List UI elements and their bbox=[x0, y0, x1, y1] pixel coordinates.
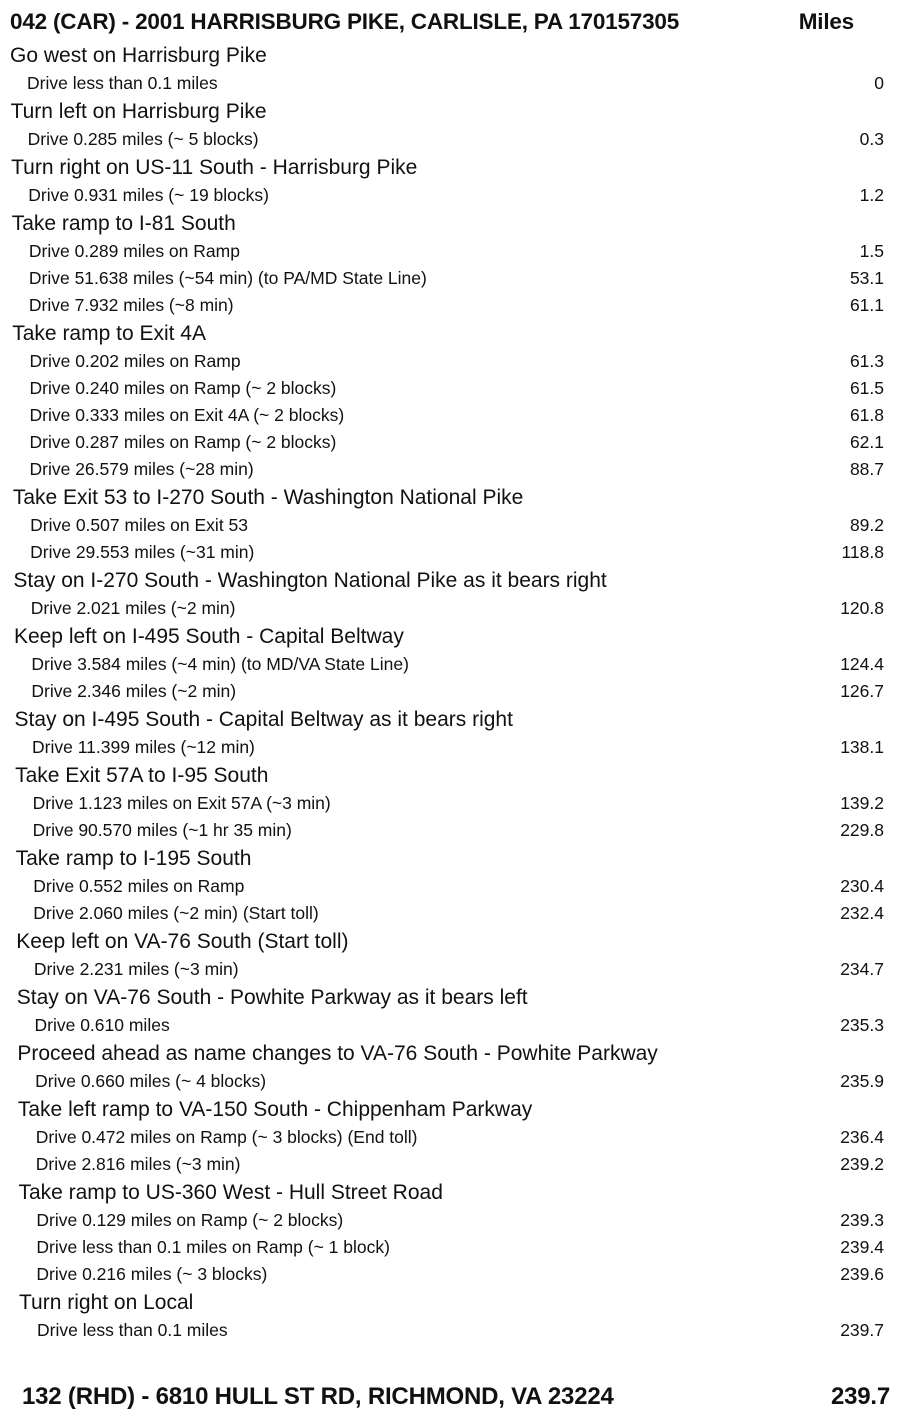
cumulative-miles: 0.3 bbox=[859, 129, 884, 149]
direction-step bbox=[0, 483, 906, 566]
step-instruction: Stay on I-495 South - Capital Beltway as it bears right bbox=[14, 708, 513, 731]
drive-text: Drive less than 0.1 miles on Ramp (~ 1 block) bbox=[36, 1237, 390, 1257]
drive-row bbox=[0, 292, 906, 319]
drive-row bbox=[0, 265, 906, 292]
drive-text: Drive 51.638 miles (~54 min) (to PA/MD State Line) bbox=[28, 268, 427, 288]
drive-text: Drive 0.333 miles on Exit 4A (~ 2 blocks) bbox=[29, 405, 345, 425]
drive-text: Drive 0.287 miles on Ramp (~ 2 blocks) bbox=[29, 432, 337, 452]
route-footer bbox=[22, 1379, 890, 1415]
step-instruction: Turn right on US-11 South - Harrisburg Pike bbox=[11, 156, 418, 179]
drive-row bbox=[0, 126, 906, 153]
drive-text: Drive 2.346 miles (~2 min) bbox=[31, 681, 237, 701]
direction-step bbox=[0, 705, 906, 761]
drive-text: Drive 0.552 miles on Ramp bbox=[33, 876, 245, 896]
origin-address: 042 (CAR) - 2001 HARRISBURG PIKE, CARLISLE, PA 170157305 bbox=[10, 9, 680, 34]
direction-step bbox=[0, 153, 906, 209]
drive-row bbox=[0, 402, 906, 429]
drive-row bbox=[0, 734, 906, 761]
direction-step bbox=[0, 97, 906, 153]
direction-step bbox=[0, 1039, 906, 1095]
cumulative-miles: 139.2 bbox=[840, 793, 884, 813]
drive-row bbox=[0, 651, 906, 678]
drive-text: Drive 0.507 miles on Exit 53 bbox=[30, 515, 249, 535]
drive-text: Drive less than 0.1 miles bbox=[27, 73, 218, 93]
step-instruction: Take Exit 53 to I-270 South - Washington National Pike bbox=[12, 486, 524, 509]
drive-text: Drive 0.202 miles on Ramp bbox=[29, 351, 241, 371]
cumulative-miles: 61.5 bbox=[849, 378, 884, 398]
drive-text: Drive 1.123 miles on Exit 57A (~3 min) bbox=[32, 793, 331, 813]
direction-step bbox=[0, 761, 906, 844]
cumulative-miles: 230.4 bbox=[840, 876, 884, 896]
direction-step bbox=[0, 566, 906, 622]
drive-row bbox=[0, 956, 906, 983]
cumulative-miles: 53.1 bbox=[849, 268, 884, 288]
cumulative-miles: 239.6 bbox=[840, 1264, 884, 1284]
step-instruction: Stay on VA-76 South - Powhite Parkway as it bears left bbox=[16, 986, 528, 1009]
drive-row bbox=[0, 1234, 906, 1261]
drive-text: Drive 2.231 miles (~3 min) bbox=[33, 959, 239, 979]
drive-row bbox=[0, 1151, 906, 1178]
drive-row bbox=[0, 1317, 906, 1344]
direction-step bbox=[0, 1288, 906, 1344]
step-instruction: Go west on Harrisburg Pike bbox=[10, 44, 267, 67]
drive-row bbox=[0, 238, 906, 265]
drive-row bbox=[0, 1068, 906, 1095]
direction-step bbox=[0, 622, 906, 705]
direction-step bbox=[0, 41, 906, 97]
drive-row bbox=[0, 790, 906, 817]
drive-text: Drive 26.579 miles (~28 min) bbox=[29, 459, 254, 479]
cumulative-miles: 239.2 bbox=[840, 1154, 884, 1174]
cumulative-miles: 88.7 bbox=[849, 459, 884, 479]
miles-column-header: Miles bbox=[798, 9, 854, 34]
cumulative-miles: 124.4 bbox=[840, 654, 884, 674]
cumulative-miles: 61.3 bbox=[849, 351, 884, 371]
total-miles: 239.7 bbox=[830, 1383, 890, 1410]
cumulative-miles: 239.7 bbox=[840, 1320, 884, 1340]
cumulative-miles: 61.1 bbox=[849, 295, 884, 315]
drive-row bbox=[0, 512, 906, 539]
drive-text: Drive 2.021 miles (~2 min) bbox=[30, 598, 236, 618]
drive-text: Drive 0.610 miles bbox=[34, 1015, 170, 1035]
step-instruction: Take ramp to I-195 South bbox=[15, 847, 252, 870]
drive-text: Drive 7.932 miles (~8 min) bbox=[28, 295, 234, 315]
cumulative-miles: 235.9 bbox=[840, 1071, 884, 1091]
step-instruction: Take ramp to I-81 South bbox=[11, 212, 236, 235]
cumulative-miles: 232.4 bbox=[840, 903, 884, 923]
step-instruction: Turn left on Harrisburg Pike bbox=[10, 100, 267, 123]
step-instruction: Keep left on I-495 South - Capital Beltway bbox=[13, 625, 404, 648]
step-instruction: Turn right on Local bbox=[19, 1291, 194, 1314]
drive-row bbox=[0, 873, 906, 900]
drive-text: Drive 90.570 miles (~1 hr 35 min) bbox=[32, 820, 292, 840]
cumulative-miles: 229.8 bbox=[840, 820, 884, 840]
direction-step bbox=[0, 927, 906, 983]
cumulative-miles: 126.7 bbox=[840, 681, 884, 701]
step-instruction: Take left ramp to VA-150 South - Chippenham Parkway bbox=[17, 1098, 533, 1121]
drive-row bbox=[0, 456, 906, 483]
drive-row bbox=[0, 817, 906, 844]
drive-row bbox=[0, 429, 906, 456]
drive-text: Drive 0.660 miles (~ 4 blocks) bbox=[35, 1071, 267, 1091]
step-instruction: Stay on I-270 South - Washington National Pike as it bears right bbox=[13, 569, 607, 592]
drive-row bbox=[0, 348, 906, 375]
drive-row bbox=[0, 375, 906, 402]
direction-step bbox=[0, 319, 906, 483]
drive-row bbox=[0, 1124, 906, 1151]
drive-text: Drive 0.129 miles on Ramp (~ 2 blocks) bbox=[36, 1210, 344, 1230]
drive-text: Drive 2.816 miles (~3 min) bbox=[35, 1154, 241, 1174]
drive-row bbox=[0, 678, 906, 705]
drive-text: Drive 2.060 miles (~2 min) (Start toll) bbox=[33, 903, 319, 923]
drive-row bbox=[0, 1261, 906, 1288]
drive-text: Drive 29.553 miles (~31 min) bbox=[30, 542, 255, 562]
direction-step bbox=[0, 209, 906, 319]
cumulative-miles: 118.8 bbox=[841, 542, 884, 562]
cumulative-miles: 1.2 bbox=[859, 185, 884, 205]
direction-step bbox=[0, 1095, 906, 1178]
drive-row bbox=[0, 900, 906, 927]
cumulative-miles: 120.8 bbox=[840, 598, 884, 618]
cumulative-miles: 1.5 bbox=[859, 241, 884, 261]
drive-row bbox=[0, 539, 906, 566]
drive-text: Drive 0.931 miles (~ 19 blocks) bbox=[28, 185, 269, 205]
direction-step bbox=[0, 844, 906, 927]
cumulative-miles: 89.2 bbox=[849, 515, 884, 535]
drive-text: Drive 3.584 miles (~4 min) (to MD/VA State Line) bbox=[31, 654, 409, 674]
drive-row bbox=[0, 182, 906, 209]
step-instruction: Keep left on VA-76 South (Start toll) bbox=[16, 930, 349, 953]
cumulative-miles: 239.4 bbox=[840, 1237, 884, 1257]
drive-text: Drive 11.399 miles (~12 min) bbox=[32, 737, 255, 757]
cumulative-miles: 236.4 bbox=[840, 1127, 884, 1147]
drive-text: Drive 0.216 miles (~ 3 blocks) bbox=[36, 1264, 268, 1284]
step-instruction: Take Exit 57A to I-95 South bbox=[15, 764, 269, 787]
step-instruction: Take ramp to US-360 West - Hull Street Road bbox=[18, 1181, 443, 1204]
cumulative-miles: 62.1 bbox=[849, 432, 884, 452]
drive-text: Drive 0.240 miles on Ramp (~ 2 blocks) bbox=[29, 378, 337, 398]
drive-row bbox=[0, 70, 906, 97]
directions-list bbox=[0, 41, 906, 1344]
direction-step bbox=[0, 1178, 906, 1288]
drive-text: Drive less than 0.1 miles bbox=[37, 1320, 228, 1340]
drive-text: Drive 0.472 miles on Ramp (~ 3 blocks) (End toll) bbox=[35, 1127, 418, 1147]
cumulative-miles: 234.7 bbox=[840, 959, 884, 979]
drive-text: Drive 0.285 miles (~ 5 blocks) bbox=[27, 129, 259, 149]
cumulative-miles: 138.1 bbox=[840, 737, 884, 757]
cumulative-miles: 239.3 bbox=[840, 1210, 884, 1230]
cumulative-miles: 235.3 bbox=[840, 1015, 884, 1035]
drive-text: Drive 0.289 miles on Ramp bbox=[28, 241, 240, 261]
cumulative-miles: 61.8 bbox=[849, 405, 884, 425]
drive-row bbox=[0, 1207, 906, 1234]
step-instruction: Proceed ahead as name changes to VA-76 South - Powhite Parkway bbox=[17, 1042, 658, 1065]
destination-address: 132 (RHD) - 6810 HULL ST RD, RICHMOND, VA 23224 bbox=[22, 1383, 614, 1410]
direction-step bbox=[0, 983, 906, 1039]
step-instruction: Take ramp to Exit 4A bbox=[12, 322, 206, 345]
cumulative-miles: 0 bbox=[874, 73, 884, 93]
drive-row bbox=[0, 595, 906, 622]
drive-row bbox=[0, 1012, 906, 1039]
route-header bbox=[10, 5, 896, 39]
